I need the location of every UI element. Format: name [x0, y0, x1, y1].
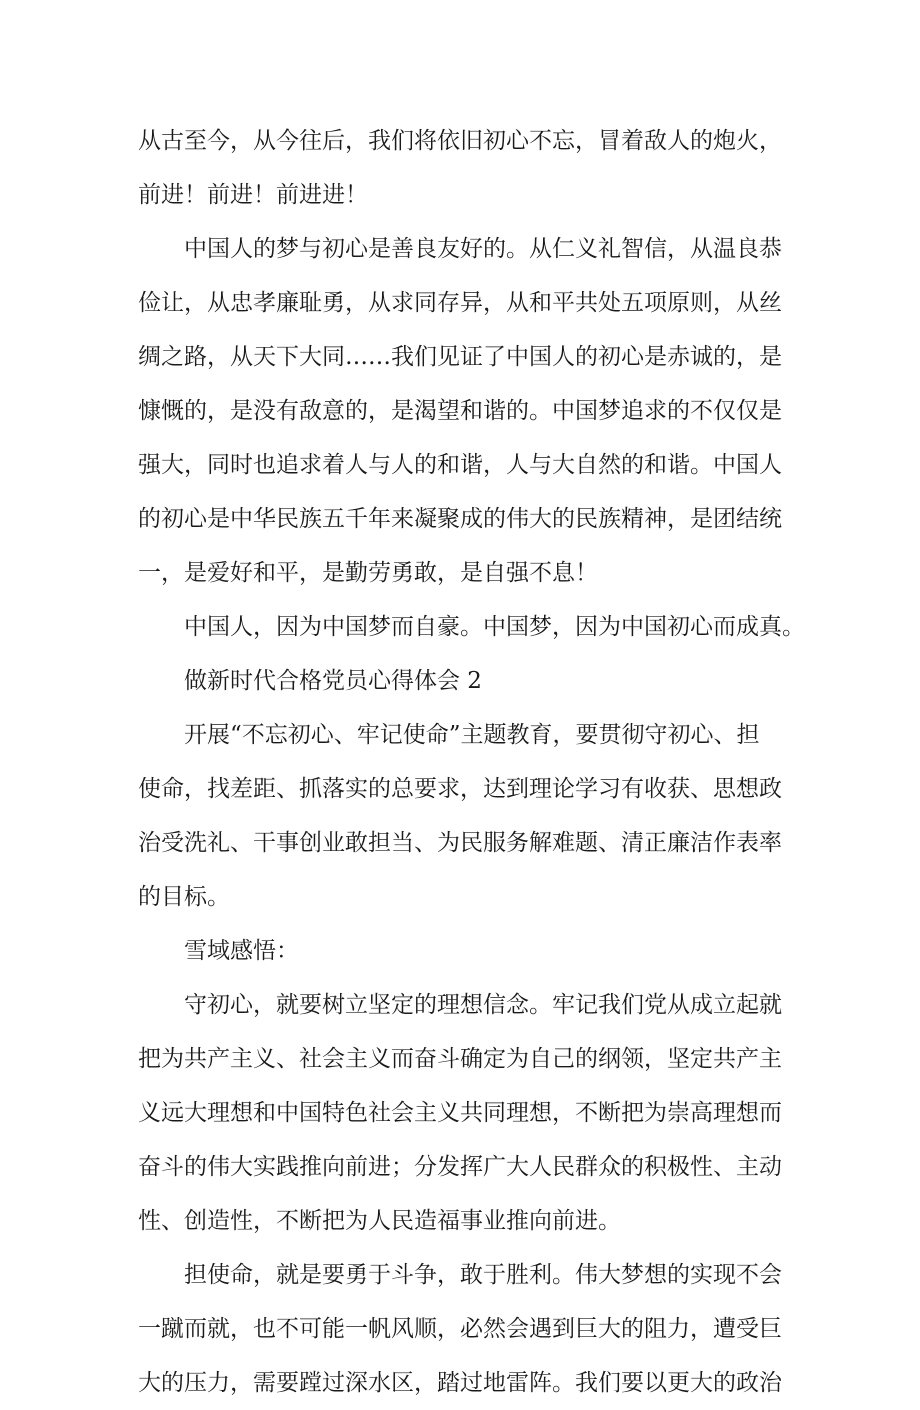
text-line: 俭让，从忠孝廉耻勇，从求同存异，从和平共处五项原则，从丝: [138, 290, 782, 316]
text-line: 从古至今，从今往后，我们将依旧初心不忘，冒着敌人的炮火，: [138, 128, 782, 154]
text-line: 的初心是中华民族五千年来凝聚成的伟大的民族精神，是团结统: [138, 506, 782, 532]
text-line: 奋斗的伟大实践推向前进；分发挥广大人民群众的积极性、主动: [138, 1154, 782, 1180]
text-line: 守初心，就要树立坚定的理想信念。牢记我们党从成立起就: [184, 992, 782, 1018]
text-line: 大的压力，需要蹚过深水区，踏过地雷阵。我们要以更大的政治: [138, 1370, 782, 1396]
text-line: 使命，找差距、抓落实的总要求，达到理论学习有收获、思想政: [138, 776, 782, 802]
paragraph-3: [138, 600, 805, 654]
text-line: 一蹴而就，也不可能一帆风顺，必然会遇到巨大的阻力，遭受巨: [138, 1316, 782, 1342]
subheading-text: 雪域感悟：: [184, 938, 299, 964]
document-body: [138, 114, 805, 1410]
paragraph-5: [138, 978, 788, 1248]
section-heading: [138, 654, 788, 708]
text-line: 一，是爱好和平，是勤劳勇敢，是自强不息！: [138, 560, 598, 586]
text-line: 性、创造性，不断把为人民造福事业推向前进。: [138, 1208, 621, 1234]
text-line: 中国人，因为中国梦而自豪。中国梦，因为中国初心而成真。: [184, 614, 805, 640]
paragraph-1: [138, 114, 788, 222]
text-line: 慷慨的，是没有敌意的，是渴望和谐的。中国梦追求的不仅仅是: [138, 398, 782, 424]
text-line: 绸之路，从天下大同……我们见证了中国人的初心是赤诚的，是: [138, 344, 782, 370]
text-line: 治受洗礼、干事创业敢担当、为民服务解难题、清正廉洁作表率: [138, 830, 782, 856]
text-line: 担使命，就是要勇于斗争，敢于胜利。伟大梦想的实现不会: [184, 1262, 782, 1288]
text-line: 义远大理想和中国特色社会主义共同理想，不断把为崇高理想而: [138, 1100, 782, 1126]
paragraph-4: [138, 708, 788, 924]
text-line: 中国人的梦与初心是善良友好的。从仁义礼智信，从温良恭: [184, 236, 782, 262]
text-line: 前进！前进！前进进！: [138, 182, 368, 208]
heading-text: 做新时代合格党员心得体会 2: [184, 668, 482, 694]
paragraph-2: [138, 222, 788, 600]
text-line: 把为共产主义、社会主义而奋斗确定为自己的纲领，坚定共产主: [138, 1046, 782, 1072]
paragraph-6: [138, 1248, 788, 1410]
text-line: 的目标。: [138, 884, 230, 910]
subheading: [138, 924, 788, 978]
text-line: 开展“不忘初心、牢记使命”主题教育，要贯彻守初心、担: [184, 722, 760, 748]
text-line: 强大，同时也追求着人与人的和谐，人与大自然的和谐。中国人: [138, 452, 782, 478]
